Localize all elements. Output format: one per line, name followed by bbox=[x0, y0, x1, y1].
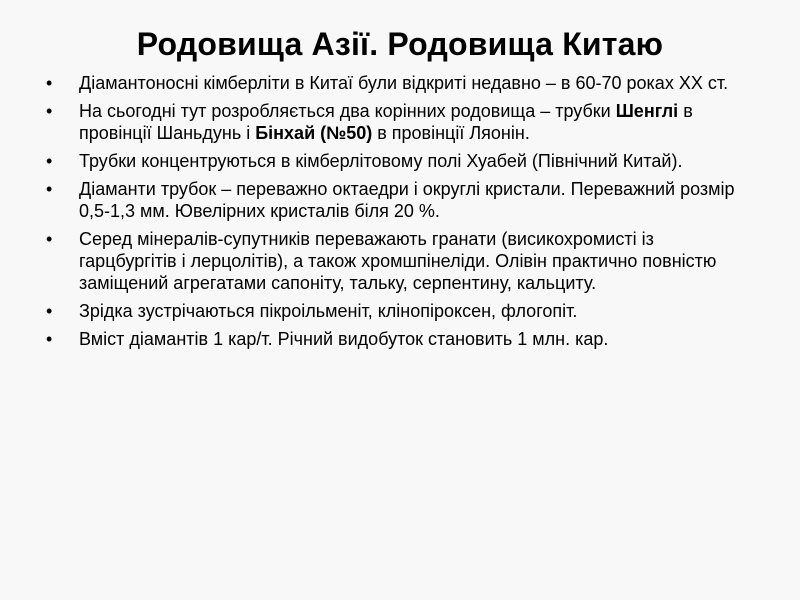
bullet-item bbox=[46, 150, 746, 172]
bullet-text: Зрідка зустрічаються пікроільменіт, клінопіроксен, флогопіт. bbox=[79, 301, 578, 321]
bullet-item bbox=[46, 300, 746, 322]
bullet-text: Діаманти трубок – переважно октаедри і округлі кристали. Переважний розмір 0,5-1,3 мм. Ювелірних кристалів біля 20 %. bbox=[79, 179, 735, 221]
bullet-bold-text: Шенглі bbox=[615, 101, 679, 121]
slide-title: Родовища Азії. Родовища Китаю bbox=[136, 26, 664, 62]
bullet-text: в провінції Шаньдунь і bbox=[79, 101, 693, 143]
bullet-item bbox=[46, 228, 746, 294]
bullet-list bbox=[46, 72, 746, 356]
bullet-text: Трубки концентруються в кімберлітовому полі Хуабей (Північний Китай). bbox=[79, 151, 683, 171]
bullet-text: На сьогодні тут розробляється два корінних родовища – трубки bbox=[79, 101, 616, 121]
bullet-text: в провінції Ляонін. bbox=[372, 123, 530, 143]
bullet-text: Серед мінералів-супутників переважають гранати (висикохромисті із гарцбургітів і лерцолітів), а також хромшпінеліди. Олівін практично повністю заміщений агрегатами сапоніту, тальку, серпентину, кальциту. bbox=[79, 229, 717, 293]
bullet-item bbox=[46, 328, 746, 350]
bullet-bold-text: Бінхай (№50) bbox=[255, 123, 373, 143]
bullet-item bbox=[46, 100, 746, 144]
bullet-text: Діамантоносні кімберліти в Китаї були відкриті недавно – в 60-70 роках ХХ ст. bbox=[79, 73, 729, 93]
bullet-item bbox=[46, 72, 746, 94]
bullet-item bbox=[46, 178, 746, 222]
bullet-text: Вміст діамантів 1 кар/т. Річний видобуток становить 1 млн. кар. bbox=[79, 329, 609, 349]
